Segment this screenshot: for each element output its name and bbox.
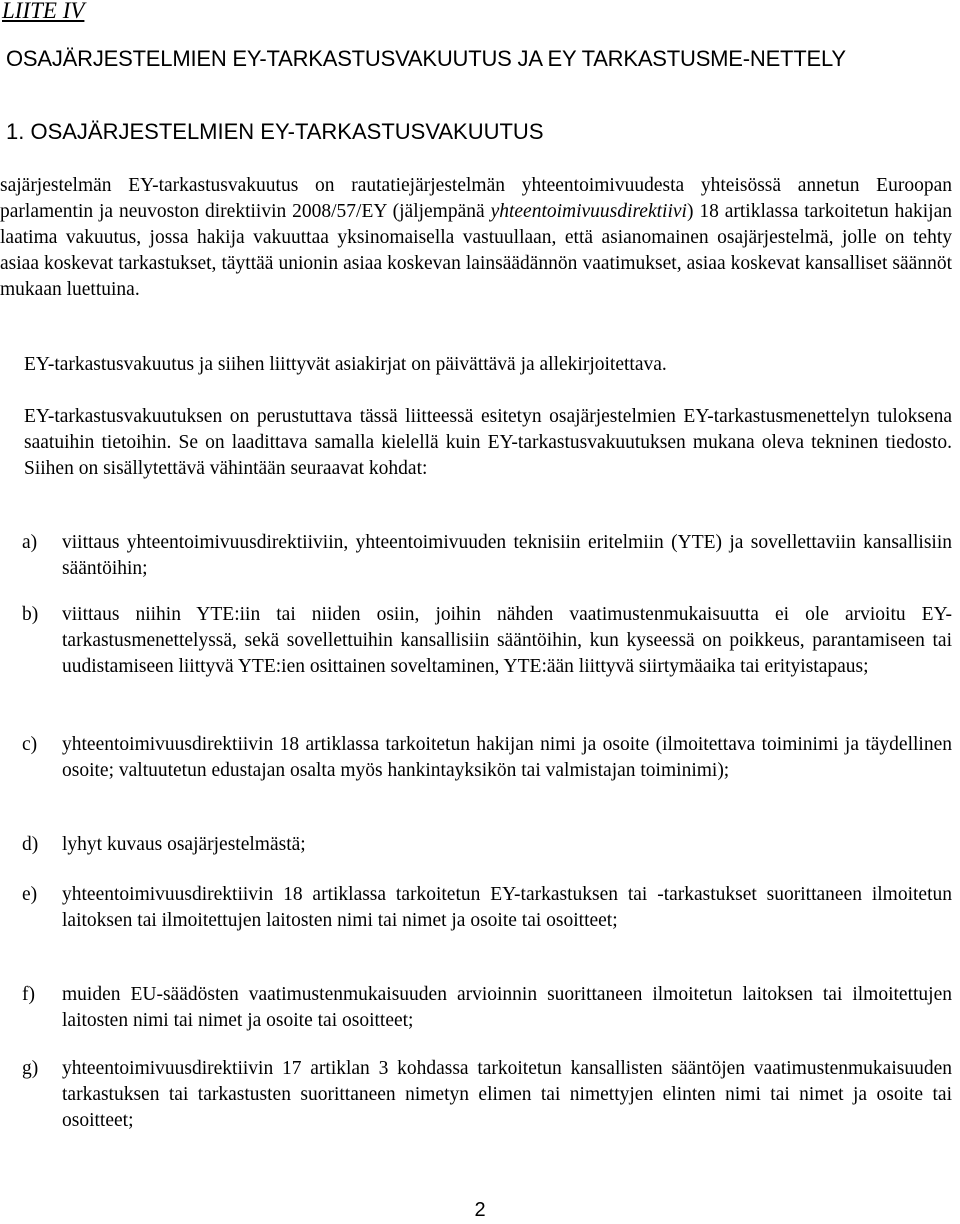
list-item-text: lyhyt kuvaus osajärjestelmästä; [62,834,306,855]
list-marker: a) [22,532,38,553]
list-marker: e) [22,884,38,905]
intro-text-end: ) 18 artiklassa tarkoitetun hakijan laatima vakuutus, jossa hakija vakuuttaa yksinomaisella vastuullaan, että asianomainen osajärjestelmä, jolle on tehty asiaa koskevat tarkastukset, täyttää unionin asiaa koskevan lainsäädännön vaatimukset, asiaa koskevat kansalliset säännöt mukaan luettuina. [0,201,952,300]
signing-paragraph: EY-tarkastusvakuutus ja siihen liittyvät asiakirjat on päivättävä ja allekirjoitettava. [24,354,667,375]
annex-label: LIITE IV [2,0,85,23]
intro-paragraph [0,173,952,303]
list-marker: g) [22,1058,39,1079]
list-item-text: yhteentoimivuusdirektiivin 18 artiklassa tarkoitetun hakijan nimi ja osoite (ilmoitettava toiminimi ja täydellinen osoite; valtuutetun edustajan osalta myös hankintayksikön tai valmistajan toiminimi); [62,734,952,781]
list-item [22,982,952,1034]
list-item [22,530,952,582]
intro-text-start: sajärjestelmän EY-tarkastusvakuutus on rautatiejärjestelmän yhteentoimivuudesta yhteisössä annetun Euroopan parlamentin ja neuvoston direktiivin 2008/57/EY (jäljempänä [0,175,952,222]
list-item [22,882,952,934]
section-title: 1. OSAJÄRJESTELMIEN EY-TARKASTUSVAKUUTUS [6,119,544,144]
list-item-text: viittaus niihin YTE:iin tai niiden osiin, joihin nähden vaatimustenmukaisuutta ei ole arvioitu EY-tarkastusmenettelyssä, sekä sovellettuihin kansallisiin sääntöihin, kun kyseessä on poikkeus, parantamiseen tai uudistamiseen liittyvä YTE:ien osittainen soveltaminen, YTE:ään liittyvä siirtymäaika tai erityistapaus; [62,604,952,677]
list-marker: b) [22,604,39,625]
page-number: 2 [474,1199,486,1221]
list-item-text: muiden EU-säädösten vaatimustenmukaisuuden arvioinnin suorittaneen ilmoitetun laitoksen tai ilmoitettujen laitosten nimi tai nimet ja osoite tai osoitteet; [62,984,952,1031]
list-item-text: yhteentoimivuusdirektiivin 17 artiklan 3 kohdassa tarkoitetun kansallisten sääntöjen vaatimustenmukaisuuden tarkastuksen tai tarkastusten suorittaneen nimetyn elimen tai nimettyjen elinten nimi tai nimet ja osoite tai osoitteet; [62,1058,952,1131]
list-item-text: yhteentoimivuusdirektiivin 18 artiklassa tarkoitetun EY-tarkastuksen tai -tarkastukset suorittaneen ilmoitetun laitoksen tai ilmoitettujen laitosten nimi tai nimet ja osoite tai osoitteet; [62,884,952,931]
list-marker: d) [22,834,39,855]
basis-sentence-2: Se on laadittava samalla kielellä kuin EY-tarkastusvakuutuksen mukana oleva tekninen tiedosto. [171,432,952,453]
list-marker: f) [22,984,35,1005]
list-item [22,832,952,858]
list-item-text: viittaus yhteentoimivuusdirektiiviin, yhteentoimivuuden teknisiin eritelmiin (YTE) ja sovellettaviin kansallisiin sääntöihin; [62,532,952,579]
basis-sentence-1: EY-tarkastusvakuutuksen on perustuttava tässä liitteessä esitetyn osajärjestelmien EY-tarkastusmenettelyn tuloksena saatuihin tietoihin. [24,406,952,453]
list-item [22,732,952,784]
list-item [22,602,952,680]
basis-paragraph [24,404,952,482]
list-marker: c) [22,734,38,755]
basis-sentence-3: Siihen on sisällytettävä vähintään seuraavat kohdat: [24,458,428,479]
list-item [22,1056,952,1134]
document-title: OSAJÄRJESTELMIEN EY-TARKASTUSVAKUUTUS JA EY TARKASTUSME-NETTELY [6,46,846,71]
intro-italic-term: yhteentoimivuusdirektiivi [490,201,687,222]
